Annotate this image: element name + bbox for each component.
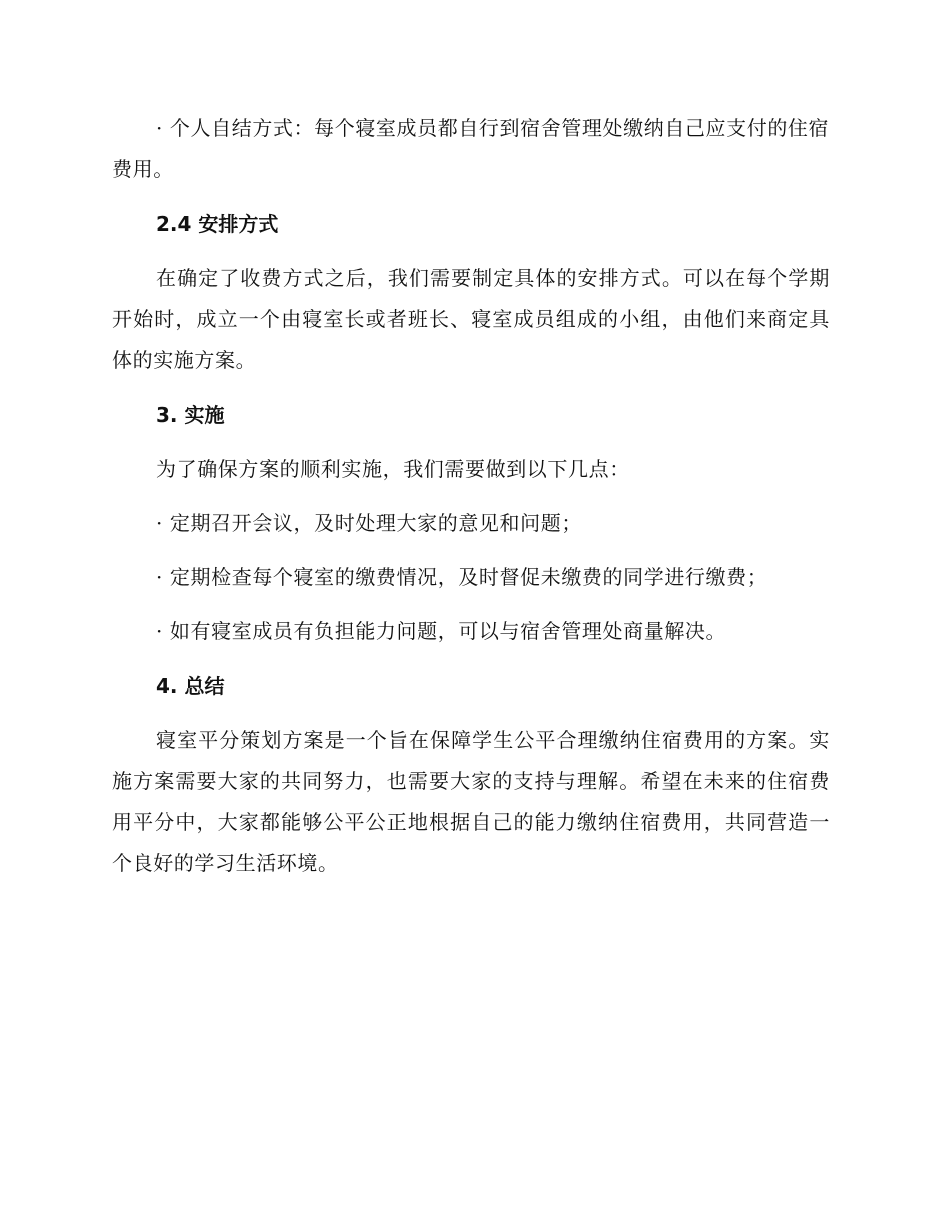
bullet-affordability: · 如有寝室成员有负担能力问题，可以与宿舍管理处商量解决。 [156,619,727,643]
bullet-meetings: · 定期召开会议，及时处理大家的意见和问题； [156,511,582,535]
heading-3: 3. 实施 [156,403,225,427]
paragraph-implementation-intro: 为了确保方案的顺利实施，我们需要做到以下几点： [156,457,630,481]
heading-2-4: 2.4 安排方式 [156,212,279,236]
bullet-self-payment: · 个人自结方式：每个寝室成员都自行到宿舍管理处缴纳自己应支付的住宿费用。 [112,116,830,181]
paragraph-summary: 寝室平分策划方案是一个旨在保障学生公平合理缴纳住宿费用的方案。实施方案需要大家的共同努力，也需要大家的支持与理解。希望在未来的住宿费用平分中，大家都能够公平公正地根据自己的能力缴纳住宿费用，共同营造一个良好的学习生活环境。 [112,728,830,875]
heading-4: 4. 总结 [156,674,225,698]
bullet-payment-check: · 定期检查每个寝室的缴费情况，及时督促未缴费的同学进行缴费； [156,565,768,589]
paragraph-arrangement: 在确定了收费方式之后，我们需要制定具体的安排方式。可以在每个学期开始时，成立一个由寝室长或者班长、寝室成员组成的小组，由他们来商定具体的实施方案。 [112,266,830,372]
document-body [112,108,830,884]
